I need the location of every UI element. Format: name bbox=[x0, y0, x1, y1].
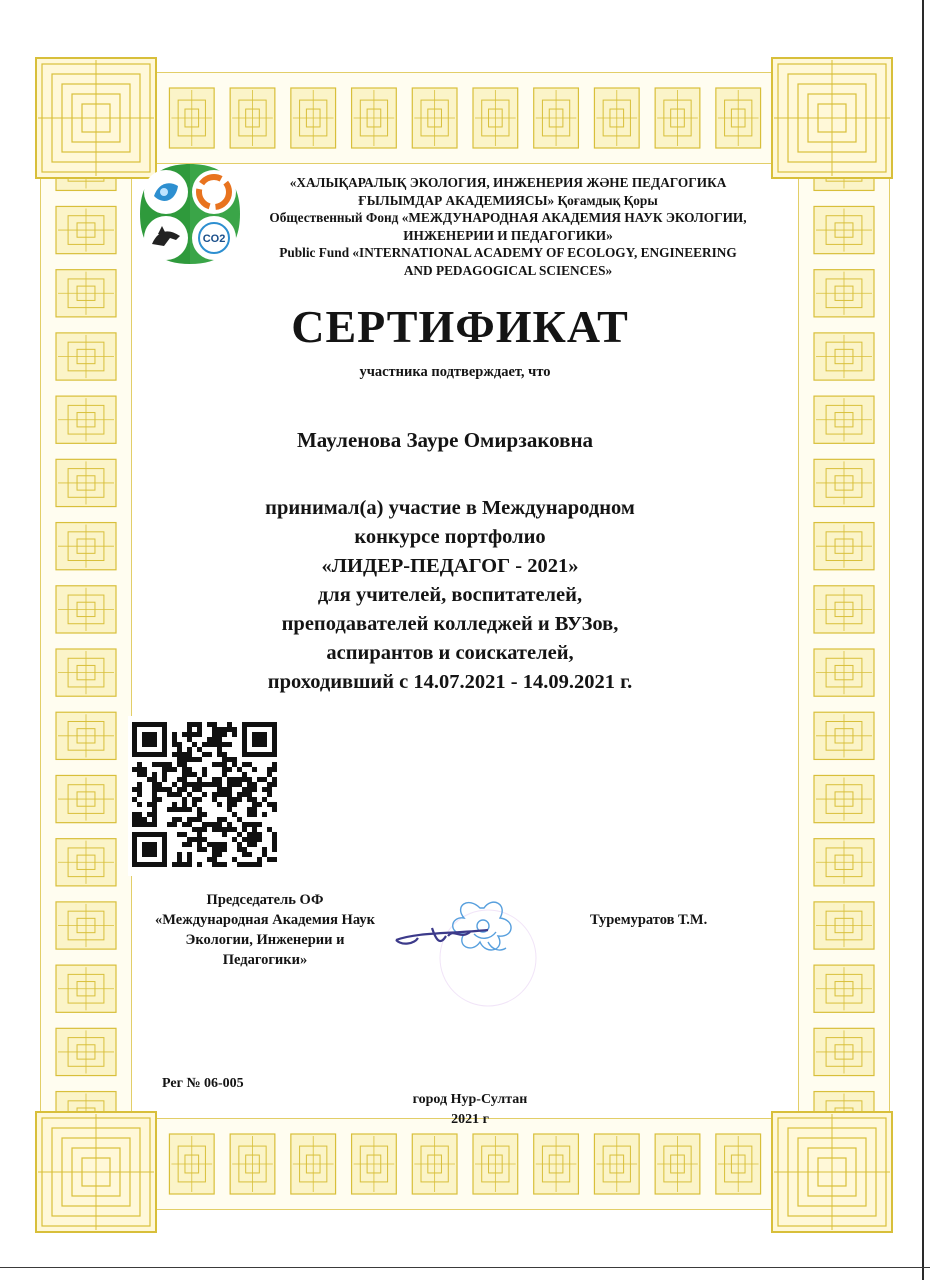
city: город Нур-Султан bbox=[412, 1092, 528, 1107]
recipient-name: Мауленова Зауре Омирзаковна bbox=[296, 428, 594, 452]
border-corner-ornament bbox=[32, 1108, 160, 1236]
body-line: преподавателей колледжей и ВУЗов, bbox=[281, 613, 619, 635]
organization-line: Общественный Фонд «МЕЖДУНАРОДНАЯ АКАДЕМИЯ НАУК ЭКОЛОГИИ, bbox=[269, 210, 747, 226]
issue-place-date bbox=[350, 1090, 590, 1130]
certificate-body bbox=[0, 494, 900, 697]
body-line: аспирантов и соискателей, bbox=[326, 642, 574, 664]
stamp bbox=[440, 902, 536, 1006]
organization-line: ҒЫЛЫМДАР АКАДЕМИЯСЫ» Қоғамдық Қоры bbox=[358, 192, 658, 208]
organization-line: AND PEDAGOGICAL SCIENCES» bbox=[403, 262, 613, 278]
signature-and-stamp bbox=[388, 888, 538, 1008]
position-line: Педагогики» bbox=[222, 952, 308, 968]
scan-edge bbox=[922, 0, 924, 1280]
organization-line: Public Fund «INTERNATIONAL ACADEMY OF ECOLOGY, ENGINEERING bbox=[279, 245, 737, 261]
decorative-border-bottom bbox=[40, 1118, 890, 1210]
certificate-title: СЕРТИФИКАТ bbox=[291, 301, 629, 352]
registration-number: Рег № 06-005 bbox=[162, 1076, 244, 1091]
organization-line: ИНЖЕНЕРИИ И ПЕДАГОГИКИ» bbox=[403, 227, 613, 243]
body-line: для учителей, воспитателей, bbox=[317, 584, 583, 606]
body-line: «ЛИДЕР-ПЕДАГОГ - 2021» bbox=[321, 555, 579, 577]
qr-code[interactable] bbox=[128, 716, 280, 876]
position-line: Экологии, Инженерии и bbox=[185, 932, 345, 948]
year: 2021 г bbox=[451, 1112, 489, 1127]
organization-line: «ХАЛЫҚАРАЛЫҚ ЭКОЛОГИЯ, ИНЖЕНЕРИЯ ЖӘНЕ ПЕДАГОГИКА bbox=[289, 175, 727, 190]
body-line: принимал(а) участие в Международном bbox=[265, 497, 635, 519]
border-corner-ornament bbox=[768, 54, 896, 182]
signature-ink bbox=[396, 928, 488, 944]
position-line: «Международная Академия Наук bbox=[155, 912, 375, 928]
body-line: проходивший с 14.07.2021 - 14.09.2021 г. bbox=[267, 671, 633, 693]
border-corner-ornament bbox=[768, 1108, 896, 1236]
signatory-position bbox=[120, 890, 410, 970]
signatory-name: Туремуратов Т.М. bbox=[590, 912, 708, 928]
organization-name bbox=[248, 174, 768, 280]
certificate-subtitle: участника подтверждает, что bbox=[359, 364, 551, 380]
co2-label: CO2 bbox=[202, 233, 226, 245]
position-line: Председатель ОФ bbox=[206, 892, 324, 908]
scan-edge bbox=[0, 1267, 930, 1268]
body-line: конкурсе портфолио bbox=[354, 526, 546, 548]
decorative-border-top bbox=[40, 72, 890, 164]
academy-logo bbox=[134, 160, 246, 268]
